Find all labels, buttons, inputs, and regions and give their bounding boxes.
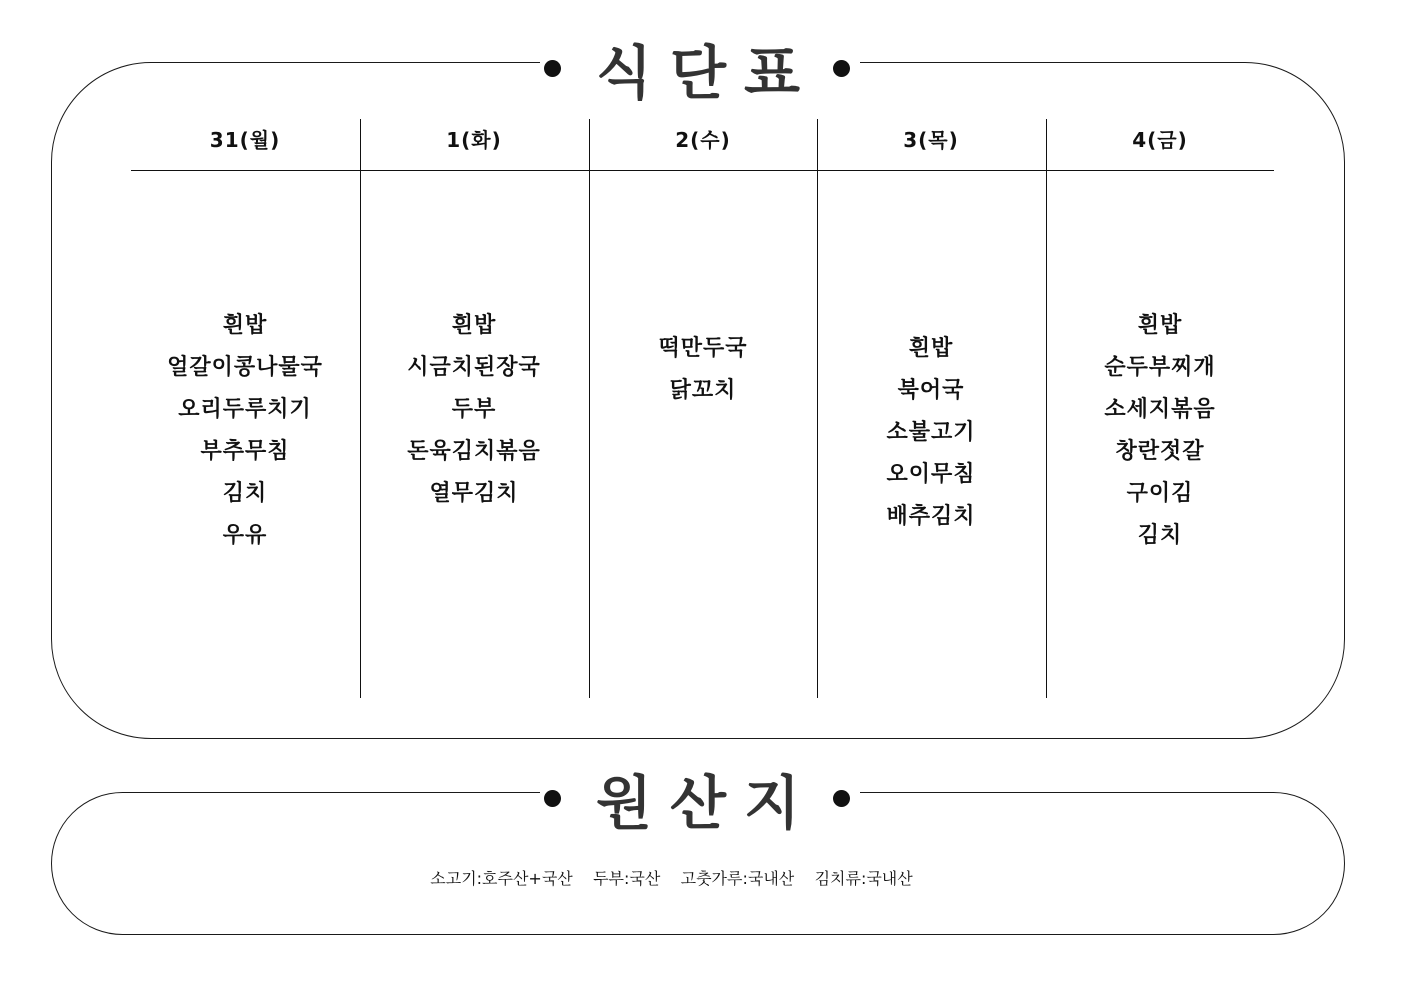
menu-item: 흰밥 xyxy=(222,313,268,338)
menu-item: 부추무침 xyxy=(200,439,290,464)
day-menu-wed xyxy=(589,328,817,412)
title-right-dot xyxy=(833,790,850,807)
title-right-dot xyxy=(833,60,850,77)
menu-item: 우유 xyxy=(222,523,268,548)
day-header-thu: 3(목) xyxy=(903,128,959,152)
menu-item: 떡만두국 xyxy=(658,336,748,361)
day-header-tue: 1(화) xyxy=(446,128,502,152)
origin-title: 원산지 xyxy=(595,769,819,837)
day-header-wed: 2(수) xyxy=(675,128,731,152)
day-menu-tue xyxy=(360,305,588,515)
menu-item: 김치 xyxy=(1137,523,1183,548)
menu-item: 시금치된장국 xyxy=(407,355,541,380)
header-divider xyxy=(131,170,1274,171)
menu-item: 닭꼬치 xyxy=(669,378,737,403)
origin-info: 소고기:호주산+국산 두부:국산 고춧가루:국내산 김치류:국내산 xyxy=(430,869,913,888)
menu-item: 구이김 xyxy=(1126,481,1194,506)
menu-item: 김치 xyxy=(222,481,268,506)
menu-item: 흰밥 xyxy=(908,336,954,361)
menu-item: 소불고기 xyxy=(886,420,976,445)
menu-item: 열무김치 xyxy=(429,481,519,506)
menu-item: 배추김치 xyxy=(886,504,976,529)
menu-title: 식단표 xyxy=(595,39,819,107)
origin-title-block xyxy=(540,763,860,837)
day-header-mon: 31(월) xyxy=(209,128,281,152)
title-left-dot xyxy=(544,790,561,807)
menu-item: 오이무침 xyxy=(886,462,976,487)
day-header-fri: 4(금) xyxy=(1132,128,1188,152)
menu-item: 오리두루치기 xyxy=(178,397,312,422)
menu-item: 돈육김치볶음 xyxy=(407,439,541,464)
menu-item: 흰밥 xyxy=(1137,313,1183,338)
menu-item: 북어국 xyxy=(897,378,965,403)
menu-title-block xyxy=(540,33,860,107)
day-menu-fri xyxy=(1046,305,1274,557)
menu-item: 얼갈이콩나물국 xyxy=(167,355,323,380)
menu-item: 두부 xyxy=(451,397,497,422)
menu-item: 순두부찌개 xyxy=(1104,355,1216,380)
menu-item: 흰밥 xyxy=(451,313,497,338)
menu-item: 창란젓갈 xyxy=(1115,439,1205,464)
menu-item: 소세지볶음 xyxy=(1104,397,1216,422)
day-menu-thu xyxy=(817,328,1045,538)
title-left-dot xyxy=(544,60,561,77)
day-menu-mon xyxy=(131,305,359,557)
